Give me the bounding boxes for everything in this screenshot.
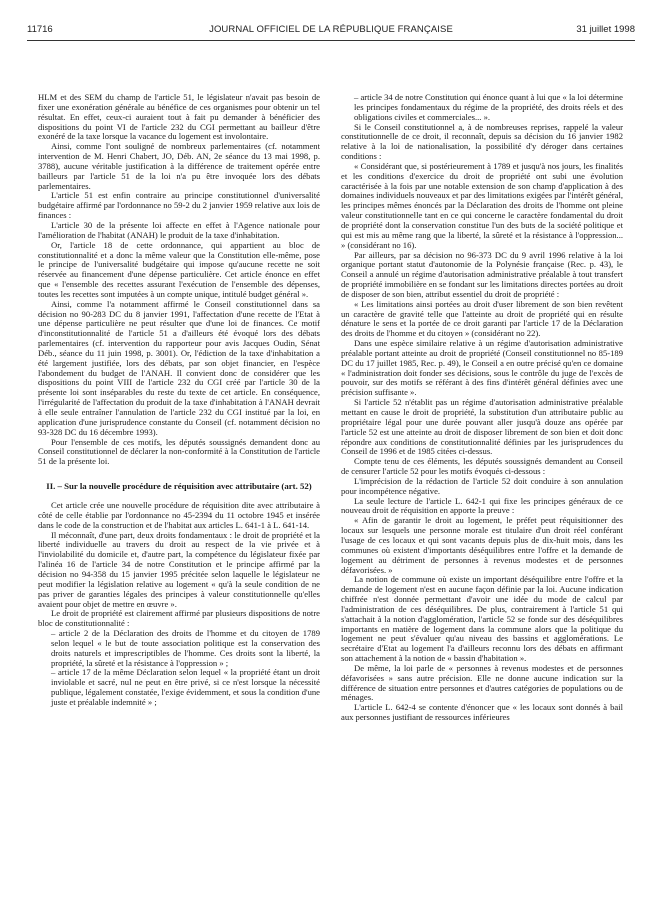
paragraph: Le droit de propriété est clairement affirmé par plusieurs dispositions de notre bloc de constitutionnalité : bbox=[38, 608, 320, 629]
paragraph: Si le Conseil constitutionnel a, à de nombreuses reprises, rappelé la valeur constitutionnelle de ce droit, il reconnaît, depuis sa décision du 16 janvier 1982 relative à la loi de nationalisation, la possibilité d'y déroger dans certaines conditions : bbox=[341, 121, 623, 162]
paragraph: Il méconnaît, d'une part, deux droits fondamentaux : le droit de propriété et la liberté individuelle au travers du droit au respect de la vie privée et à l'inviolabilité du domicile et, d'autre part, la compétence du législateur fixée par l'alinéa 16 de l'article 34 de notre Constitution et le principe affirmé par la décision no 94-358 du 15 janvier 1995 précitée selon laquelle le législateur ne peut modifier la législation relative au logement « qu'à la seule condition de ne pas priver de garanties légales des principes à valeur constitutionnelle qu'elles avaient pour objet de mettre en œuvre ». bbox=[38, 529, 320, 609]
right-column bbox=[341, 93, 623, 723]
quotation: « Les limitations ainsi portées au droit d'user librement de son bien revêtent un caractère de gravité telle que l'atteinte au droit de propriété qui en résulte dénature le sens et la portée de ce droit garanti par l'article 17 de la Déclaration des droits de l'homme et du citoyen » (considérant no 22). bbox=[341, 298, 623, 339]
paragraph: Ainsi, comme l'ont souligné de nombreux parlementaires (cf. notamment intervention de M. Henri Chabert, JO, Déb. AN, 2e séance du 13 mai 1998, p. 3788), aucune véritable justification à la différence de traitement opérée entre bailleurs par l'article 51 de la loi n'a pu être invoquée lors des débats parlementaires. bbox=[38, 141, 320, 191]
page-number: 11716 bbox=[27, 24, 53, 35]
paragraph: L'article L. 642-4 se contente d'énoncer que « les locaux sont donnés à bail aux personnes justifiant de ressources inférieures bbox=[341, 702, 623, 723]
paragraph: La notion de commune où existe un important déséquilibre entre l'offre et la demande de logement n'est en aucune façon définie par la loi. Aucune indication chiffrée n'est donnée permettant d'avoir une idée du mode de calcul par l'administration de ces déséquilibres. De plus, contrairement à l'article 51 qui s'attachait à la notion d'agglomération, l'article 52 se fonde sur des déséquilibres importants en matière de logement dans la commune alors que la politique du logement ne peut s'évaluer qu'au niveau des bassins et agglomérations. Le secrétaire d'Etat au logement l'a d'ailleurs reconnu lors des débats en affirmant son attachement à la notion de « bassin d'habitation ». bbox=[341, 574, 623, 664]
journal-title: JOURNAL OFFICIEL DE LA RÉPUBLIQUE FRANÇAISE bbox=[209, 24, 453, 35]
paragraph: L'article 30 de la présente loi affecte en effet à l'Agence nationale pour l'amélioration de l'habitat (ANAH) le produit de la taxe d'inhabitation. bbox=[38, 219, 320, 240]
paragraph: Or, l'article 18 de cette ordonnance, qui appartient au bloc de constitutionnalité et a donc la même valeur que la Constitution elle-même, pose le principe de l'universalité budgétaire qui impose qu'aucune recette ne soit réservée au financement d'une dépense particulière. Cet article énonce en effet que « l'ensemble des recettes assurant l'exécution de l'ensemble des dépenses, toutes les recettes sont imputées à un compte unique, intitulé budget général ». bbox=[38, 239, 320, 299]
paragraph: Si l'article 52 n'établit pas un régime d'autorisation administrative préalable mettant en cause le droit de propriété, la substitution d'un attributaire public au propriétaire légal pour une durée pouvant aller jusqu'à douze ans opérée par l'article 52 est une atteinte au droit de disposer librement de son bien et doit donc répondre aux conditions de constitutionnalité définies par les jurisprudences du Conseil de 1996 et de 1985 citées ci-dessus. bbox=[341, 397, 623, 457]
list-item: – article 17 de la même Déclaration selon lequel « la propriété étant un droit inviolable et sacré, nul ne peut en être privé, si ce n'est lorsque la nécessité publique, légalement constatée, l'exige évidemment, et sous la condition d'une juste et préalable indemnité » ; bbox=[51, 667, 320, 707]
paragraph: L'article 51 est enfin contraire au principe constitutionnel d'universalité budgétaire affirmé par l'ordonnance no 59-2 du 2 janvier 1959 relative aux lois de finances : bbox=[38, 190, 320, 221]
publication-date: 31 juillet 1998 bbox=[576, 24, 635, 35]
paragraph: De même, la loi parle de « personnes à revenus modestes et de personnes défavorisées » sans autre précision. Elle ne donne aucune indication sur la différence de situation entre personnes et d'autres catégories de populations ou de ménages. bbox=[341, 662, 623, 703]
paragraph: Dans une espèce similaire relative à un régime d'autorisation administrative préalable portant atteinte au droit de propriété (Conseil constitutionnel no 85-189 DC du 17 juillet 1985, Rec. p. 49), le Conseil a en outre précisé qu'en ce domaine « l'administration doit fonder ses décisions, sous le contrôle du juge de l'excès de pouvoir, sur des motifs se référant à des fins d'intérêt général définies avec une précision suffisante ». bbox=[341, 338, 623, 398]
header-rule bbox=[27, 40, 635, 41]
page-header bbox=[27, 22, 635, 38]
list-item: – article 34 de notre Constitution qui énonce quant à lui que « la loi détermine les principes fondamentaux du régime de la propriété, des droits réels et des obligations civiles et commerciales... ». bbox=[354, 92, 623, 122]
paragraph: Ainsi, comme l'a notamment affirmé le Conseil constitutionnel dans sa décision no 90-283 DC du 8 janvier 1991, l'affectation d'une recette de l'Etat à une dépense particulière ne peut résulter que d'une loi de finances. Ce motif d'inconstitutionnalité de l'article 51 a d'ailleurs été évoqué lors des débats parlementaires (cf. intervention du rapporteur pour avis Jacques Oudin, Sénat Déb., séance du 11 juin 1998, p. 3001). Or, l'édiction de la taxe d'inhabitation a été largement justifiée, lors des débats, par son objet financier, en l'espèce l'abondement du budget de l'ANAH. Il convient donc de considérer que les dispositions du point VIII de l'article 232 du CGI créé par l'article 30 de la présente loi sont inséparables du reste du texte de cet article. En conséquence, l'irrégularité de l'affectation du produit de la taxe d'inhabitation à l'ANAH devrait à elle seule entraîner l'annulation de l'article 232 du CGI institué par la loi, en application d'une jurisprudence constante du Conseil (cf. notamment décision no 93-328 DC du 16 décembre 1993). bbox=[38, 298, 320, 437]
paragraph: L'imprécision de la rédaction de l'article 52 doit conduire à son annulation pour incompétence négative. bbox=[341, 475, 623, 496]
quotation: « Considérant que, si postérieurement à 1789 et jusqu'à nos jours, les finalités et les conditions d'exercice du droit de propriété ont subi une évolution caractérisée à la fois par une notable extension de son champ d'application à des domaines individuels nouveaux et par des limitations exigées par l'intérêt général, les principes mêmes énoncés par la Déclaration des droits de l'homme ont pleine valeur constitutionnelle tant en ce qui concerne le caractère fondamental du droit de propriété dont la conservation constitue l'un des buts de la société politique et qui est mis au même rang que la liberté, la sûreté et la résistance à l'oppression... » (considérant no 16). bbox=[341, 160, 623, 250]
section-heading: II. – Sur la nouvelle procédure de réquisition avec attributaire (art. 52) bbox=[46, 481, 312, 492]
paragraph: Cet article crée une nouvelle procédure de réquisition dite avec attributaire à côté de celle établie par l'ordonnance no 45-2394 du 11 octobre 1945 et insérée dans le code de la construction et de l'habitat aux articles L. 641-1 à L. 641-14. bbox=[38, 500, 320, 530]
left-column bbox=[38, 93, 320, 708]
paragraph: La seule lecture de l'article L. 642-1 qui fixe les principes généraux de ce nouveau droit de réquisition en apporte la preuve : bbox=[341, 495, 623, 516]
paragraph: Compte tenu de ces éléments, les députés soussignés demandent au Conseil de censurer l'article 52 pour les motifs évoqués ci-dessous : bbox=[341, 456, 623, 477]
quotation: « Afin de garantir le droit au logement, le préfet peut réquisitionner des locaux sur lesquels une personne morale est titulaire d'un droit réel conférant l'usage de ces locaux et qui sont vacants depuis plus de dix-huit mois, dans les communes où existent d'importants déséquilibres entre l'offre et la demande de logement au détriment de personnes à revenus modestes et de personnes défavorisées. » bbox=[341, 515, 623, 575]
paragraph: HLM et des SEM du champ de l'article 51, le législateur n'avait pas besoin de fixer une exonération générale au bénéfice de ces organismes pour obtenir un tel résultat. En effet, ceux-ci auraient tout à fait pu demander à bénéficier des dispositions du point VI de l'article 232 du CGI permettant au bailleur d'être exonéré de la taxe lorsque la vacance du logement est involontaire. bbox=[38, 92, 320, 142]
paragraph: Par ailleurs, par sa décision no 96-373 DC du 9 avril 1996 relative à la loi organique portant statut d'autonomie de la Polynésie française (Rec. p. 43), le Conseil a annulé un régime d'autorisation administrative préalable à tout transfert de propriété immobilière en se fondant sur les limitations directes portées au droit de disposer de son bien, attribut essentiel du droit de propriété : bbox=[341, 249, 623, 299]
list-item: – article 2 de la Déclaration des droits de l'homme et du citoyen de 1789 selon lequel « le but de toute association politique est la conservation des droits naturels et imprescriptibles de l'homme. Ces droits sont la liberté, la propriété, la sûreté et la résistance à l'oppression » ; bbox=[51, 628, 320, 668]
paragraph: Pour l'ensemble de ces motifs, les députés soussignés demandent donc au Conseil constitutionnel de déclarer la non-conformité à la Constitution de l'article 51 de la présente loi. bbox=[38, 436, 320, 467]
